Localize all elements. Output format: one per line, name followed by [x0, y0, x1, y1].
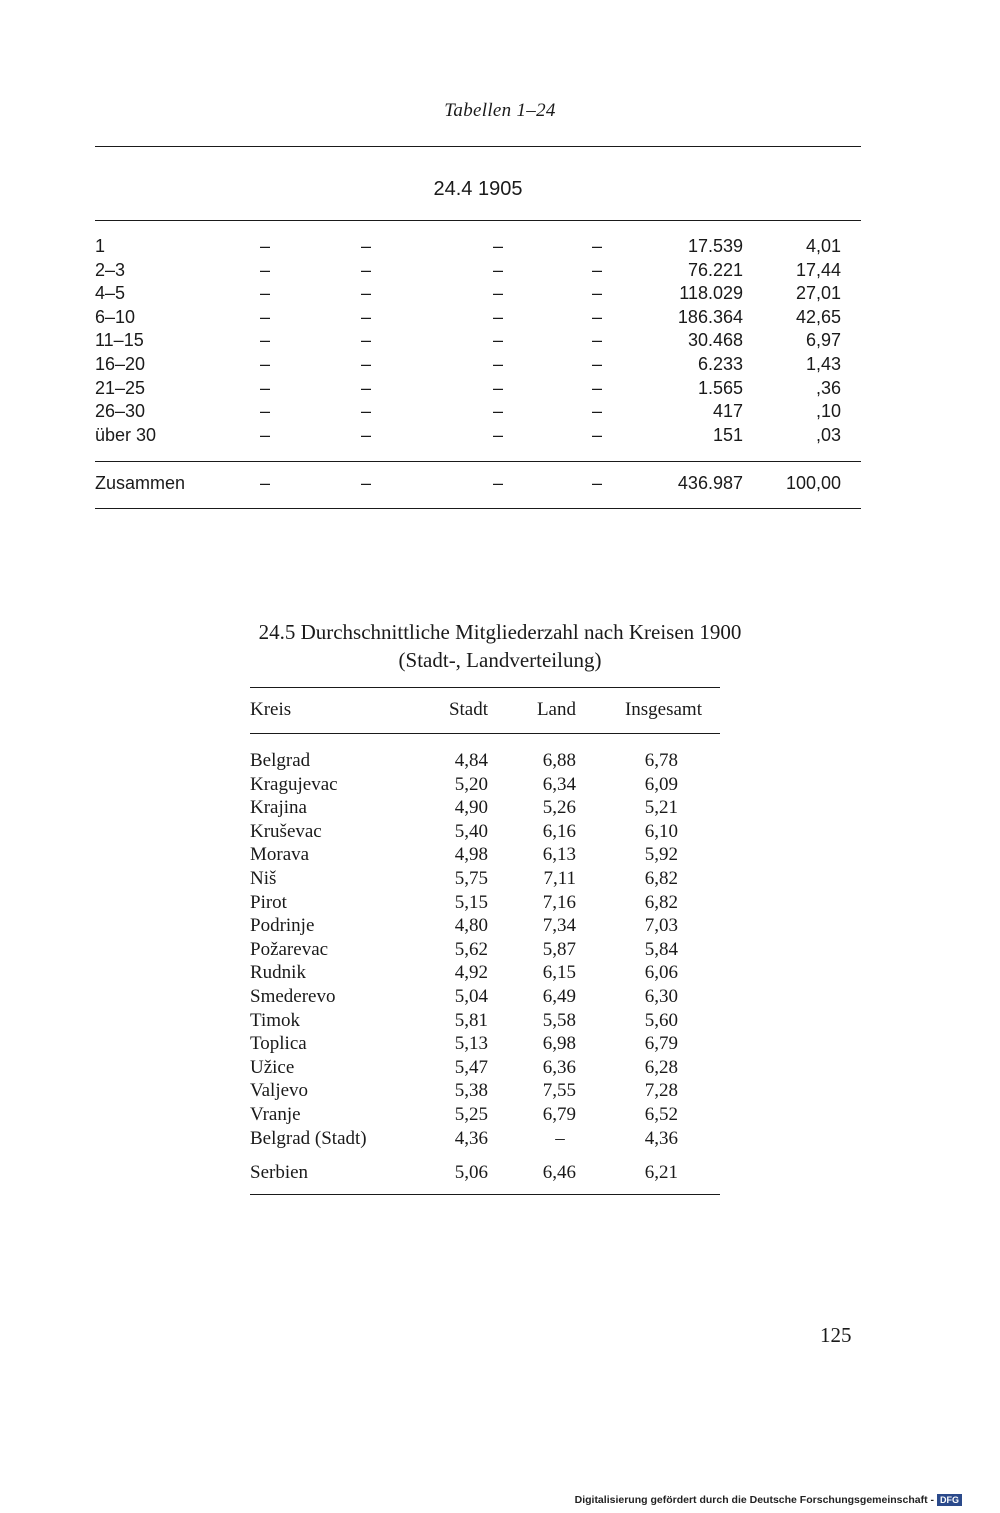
empty-cell-dash: – [591, 306, 602, 327]
row-percent: 27,01 [795, 283, 841, 304]
cell-land: 7,55 [542, 1080, 576, 1102]
empty-cell-dash: – [259, 330, 270, 351]
cell-kreis: Timok [250, 1009, 300, 1031]
table-24-4-bottom-rule [95, 508, 861, 509]
empty-cell-dash: – [259, 473, 270, 493]
cell-stadt: 5,13 [454, 1033, 488, 1055]
table-row [95, 352, 861, 376]
cell-land: 6,13 [542, 844, 576, 866]
cell-kreis: Užice [250, 1056, 295, 1078]
table-row [95, 234, 861, 258]
empty-cell-dash: – [259, 424, 270, 445]
cell-kreis: Vranje [250, 1104, 301, 1125]
total-insgesamt: 6,21 [644, 1162, 678, 1183]
total-label: Zusammen [95, 473, 186, 493]
cell-land: 6,15 [542, 962, 576, 984]
table-row [250, 867, 720, 891]
empty-cell-dash: – [360, 283, 371, 304]
empty-cell-dash: – [360, 306, 371, 327]
empty-cell-dash: – [492, 424, 503, 445]
empty-cell-dash: – [360, 259, 371, 280]
cell-kreis: Belgrad (Stadt) [250, 1127, 367, 1149]
table-row [250, 1032, 720, 1056]
row-label: 1 [95, 236, 106, 256]
table-24-5-title-line2: (Stadt-, Landverteilung) [398, 648, 602, 672]
cell-insgesamt: 6,82 [644, 868, 678, 889]
table-row [95, 305, 861, 329]
cell-land: 6,79 [542, 1104, 576, 1125]
empty-cell-dash: – [259, 236, 270, 256]
table-row [250, 938, 720, 962]
cell-stadt: 4,92 [454, 962, 488, 984]
row-label: über 30 [95, 424, 157, 445]
cell-insgesamt: 6,78 [644, 750, 678, 771]
dfg-logo: DFG [937, 1494, 962, 1506]
cell-kreis: Krajina [250, 797, 307, 819]
cell-kreis: Belgrad [250, 750, 311, 771]
row-percent: ,10 [815, 401, 841, 422]
cell-stadt: 5,40 [454, 820, 488, 842]
row-count: 186.364 [677, 306, 743, 327]
col-header-land: Land [536, 699, 576, 720]
cell-kreis: Valjevo [250, 1080, 309, 1102]
total-kreis: Serbien [250, 1162, 309, 1183]
cell-land: 5,87 [542, 938, 576, 960]
empty-cell-dash: – [259, 354, 270, 374]
cell-land: 6,49 [542, 986, 576, 1007]
table-24-4-total-rule [95, 461, 861, 462]
running-header: Tabellen 1–24 [444, 100, 556, 121]
total-stadt: 5,06 [454, 1162, 488, 1183]
row-count: 417 [712, 401, 743, 422]
row-label: 4–5 [95, 283, 126, 304]
cell-kreis: Niš [250, 868, 277, 889]
empty-cell-dash: – [492, 377, 503, 398]
empty-cell-dash: – [591, 354, 602, 374]
cell-kreis: Pirot [250, 891, 287, 913]
empty-cell-dash: – [492, 354, 503, 374]
row-label: 6–10 [95, 306, 136, 327]
table-row [250, 1009, 720, 1033]
empty-cell-dash: – [492, 401, 503, 422]
cell-stadt: 5,04 [454, 986, 488, 1007]
cell-kreis: Morava [250, 844, 310, 866]
cell-stadt: 4,84 [454, 750, 488, 771]
cell-insgesamt: 6,79 [644, 1033, 678, 1055]
table-row [95, 258, 861, 282]
empty-cell-dash: – [492, 236, 503, 256]
cell-insgesamt: 5,84 [644, 938, 678, 960]
cell-stadt: 5,75 [454, 868, 488, 889]
cell-stadt: 5,25 [454, 1104, 488, 1125]
row-count: 6.233 [697, 354, 743, 374]
cell-land: 6,36 [542, 1056, 576, 1078]
empty-cell-dash: – [360, 424, 371, 445]
cell-land: 7,11 [543, 868, 576, 889]
table-24-5-bottom-rule [250, 1194, 720, 1195]
empty-cell-dash: – [259, 401, 270, 422]
empty-cell-dash: – [492, 473, 503, 493]
cell-insgesamt: 6,09 [644, 773, 678, 795]
empty-cell-dash: – [591, 259, 602, 280]
table-24-4-title: 24.4 1905 [433, 178, 523, 200]
table-24-5-total-row [250, 1161, 720, 1185]
cell-land: 6,34 [542, 773, 576, 795]
cell-stadt: 5,62 [454, 938, 488, 960]
table-24-5-header-row [250, 698, 720, 722]
cell-kreis: Kruševac [250, 820, 322, 842]
table-row [250, 796, 720, 820]
cell-stadt: 4,36 [454, 1127, 488, 1149]
cell-kreis: Toplica [250, 1033, 307, 1055]
cell-land: 6,88 [542, 750, 576, 771]
row-percent: 42,65 [795, 306, 841, 327]
cell-land: 7,16 [542, 891, 576, 913]
cell-kreis: Rudnik [250, 962, 306, 984]
table-row [95, 399, 861, 423]
col-header-insgesamt: Insgesamt [624, 699, 702, 720]
cell-kreis: Podrinje [250, 915, 315, 937]
empty-cell-dash: – [259, 283, 270, 304]
row-count: 151 [712, 424, 743, 445]
digitization-footer [575, 1494, 962, 1506]
row-label: 2–3 [95, 259, 126, 280]
empty-cell-dash: – [591, 236, 602, 256]
empty-cell-dash: – [259, 259, 270, 280]
table-24-5-header-rule [250, 733, 720, 734]
cell-insgesamt: 7,03 [644, 915, 678, 937]
cell-insgesamt: 6,06 [644, 962, 678, 984]
cell-insgesamt: 6,10 [644, 820, 678, 842]
empty-cell-dash: – [591, 330, 602, 351]
empty-cell-dash: – [591, 377, 602, 398]
empty-cell-dash: – [259, 306, 270, 327]
empty-cell-dash: – [360, 354, 371, 374]
row-percent: ,03 [815, 424, 841, 445]
table-24-5-title [150, 618, 850, 674]
cell-insgesamt: 6,28 [644, 1056, 678, 1078]
table-row [250, 914, 720, 938]
table-row [250, 1079, 720, 1103]
cell-stadt: 5,47 [454, 1056, 488, 1078]
cell-insgesamt: 4,36 [644, 1127, 678, 1149]
cell-insgesamt: 5,92 [644, 844, 678, 866]
empty-cell-dash: – [492, 283, 503, 304]
cell-stadt: 4,80 [454, 915, 488, 937]
row-count: 76.221 [687, 259, 743, 280]
cell-insgesamt: 5,21 [644, 797, 678, 819]
cell-land: – [555, 1127, 565, 1149]
empty-cell-dash: – [591, 283, 602, 304]
cell-stadt: 4,90 [454, 797, 488, 819]
table-row [95, 281, 861, 305]
cell-insgesamt: 5,60 [644, 1009, 678, 1031]
cell-stadt: 5,20 [454, 773, 488, 795]
cell-land: 5,58 [542, 1009, 576, 1031]
col-header-kreis: Kreis [250, 699, 292, 720]
cell-stadt: 5,15 [454, 891, 488, 913]
table-row [250, 1056, 720, 1080]
table-row [250, 843, 720, 867]
cell-land: 6,16 [542, 820, 576, 842]
table-row [250, 891, 720, 915]
table-row [250, 749, 720, 773]
cell-insgesamt: 6,30 [644, 986, 678, 1007]
empty-cell-dash: – [591, 424, 602, 445]
empty-cell-dash: – [360, 377, 371, 398]
empty-cell-dash: – [360, 236, 371, 256]
row-count: 1.565 [697, 377, 743, 398]
row-label: 16–20 [95, 354, 146, 374]
cell-kreis: Kragujevac [250, 773, 338, 795]
cell-stadt: 4,98 [454, 844, 488, 866]
cell-stadt: 5,38 [454, 1080, 488, 1102]
row-percent: 17,44 [795, 259, 841, 280]
total-percent: 100,00 [785, 473, 841, 493]
empty-cell-dash: – [360, 473, 371, 493]
row-label: 11–15 [95, 330, 144, 351]
empty-cell-dash: – [259, 377, 270, 398]
cell-land: 6,98 [542, 1033, 576, 1055]
table-row [250, 773, 720, 797]
cell-land: 7,34 [542, 915, 576, 937]
table-row [250, 961, 720, 985]
cell-insgesamt: 6,52 [644, 1104, 678, 1125]
empty-cell-dash: – [492, 330, 503, 351]
cell-kreis: Požarevac [250, 938, 329, 960]
col-header-stadt: Stadt [448, 699, 488, 720]
total-land: 6,46 [542, 1162, 576, 1183]
page-number: 125 [820, 1323, 852, 1347]
table-row [95, 423, 861, 447]
cell-land: 5,26 [542, 797, 576, 819]
empty-cell-dash: – [492, 306, 503, 327]
table-row [95, 376, 861, 400]
table-row [250, 985, 720, 1009]
empty-cell-dash: – [492, 259, 503, 280]
row-count: 118.029 [679, 283, 743, 304]
table-row [250, 820, 720, 844]
row-count: 17.539 [687, 236, 743, 256]
footer-text: Digitalisierung gefördert durch die Deutsche Forschungsgemeinschaft - [574, 1494, 934, 1506]
empty-cell-dash: – [591, 401, 602, 422]
cell-insgesamt: 7,28 [644, 1080, 678, 1102]
table-row [95, 328, 861, 352]
table-24-5-top-rule [250, 687, 720, 688]
table-row [250, 1127, 720, 1151]
table-24-4-header-rule [95, 220, 861, 221]
empty-cell-dash: – [360, 401, 371, 422]
empty-cell-dash: – [360, 330, 371, 351]
row-percent: 1,43 [805, 354, 841, 374]
empty-cell-dash: – [591, 473, 602, 493]
table-24-4-top-rule [95, 146, 861, 147]
row-label: 21–25 [95, 377, 146, 398]
row-percent: 4,01 [805, 236, 841, 256]
row-label: 26–30 [95, 401, 146, 422]
cell-stadt: 5,81 [454, 1009, 488, 1031]
cell-insgesamt: 6,82 [644, 891, 678, 913]
table-24-5-title-line1: 24.5 Durchschnittliche Mitgliederzahl nach Kreisen 1900 [258, 620, 742, 644]
row-percent: 6,97 [805, 330, 841, 351]
table-row [250, 1103, 720, 1127]
cell-kreis: Smederevo [250, 986, 336, 1007]
row-count: 30.468 [687, 330, 743, 351]
row-percent: ,36 [815, 377, 841, 398]
total-count: 436.987 [677, 473, 743, 493]
table-24-4-total-row [95, 471, 861, 495]
